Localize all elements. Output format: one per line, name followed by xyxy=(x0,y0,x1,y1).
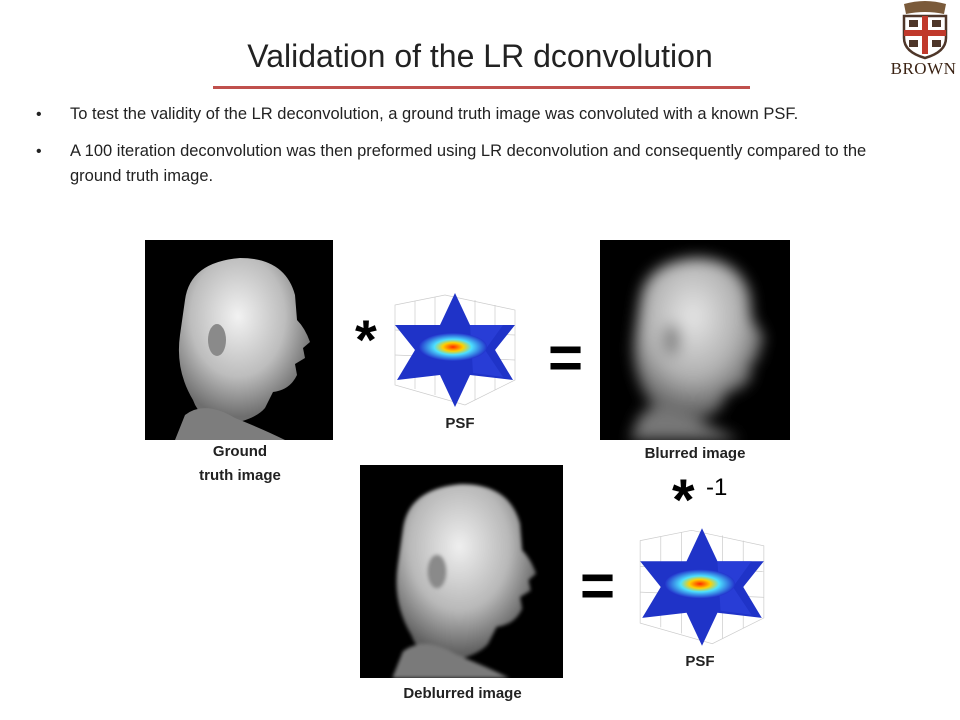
blurred-image xyxy=(600,240,790,440)
ground-truth-image xyxy=(145,240,333,440)
ground-truth-label-line2: truth image xyxy=(199,467,281,484)
ground-truth-label xyxy=(175,440,305,488)
ground-truth-label-line1: Ground xyxy=(212,443,268,460)
deblurred-label: Deblurred image xyxy=(403,685,522,702)
convolve-operator: * xyxy=(355,308,377,371)
psf-label-bottom: PSF xyxy=(685,653,715,670)
deconvolve-operator: * xyxy=(672,468,695,533)
psf-plot-top xyxy=(385,285,525,415)
title-underline xyxy=(213,86,750,89)
bullet-text: A 100 iteration deconvolution was then preformed using LR deconvolution and consequently compared to the ground truth image. xyxy=(70,142,867,185)
bullet-item xyxy=(36,139,906,189)
deblurred-image xyxy=(360,465,563,678)
blurred-label: Blurred image xyxy=(644,445,746,462)
psf-plot-bottom xyxy=(628,520,776,654)
bullet-text: To test the validity of the LR deconvolution, a ground truth image was convoluted with a known PSF. xyxy=(70,105,799,123)
inverse-superscript: -1 xyxy=(706,474,728,501)
equals-operator-bottom: = xyxy=(580,552,616,619)
bullet-list xyxy=(36,102,906,201)
psf-label-top: PSF xyxy=(445,415,475,432)
bullet-dot: • xyxy=(36,106,42,123)
logo-wordmark: BROWN xyxy=(890,59,957,78)
equals-operator-top: = xyxy=(548,324,584,391)
slide-title: Validation of the LR dconvolution xyxy=(247,38,713,74)
bullet-item xyxy=(36,102,906,127)
bullet-dot: • xyxy=(36,143,42,160)
